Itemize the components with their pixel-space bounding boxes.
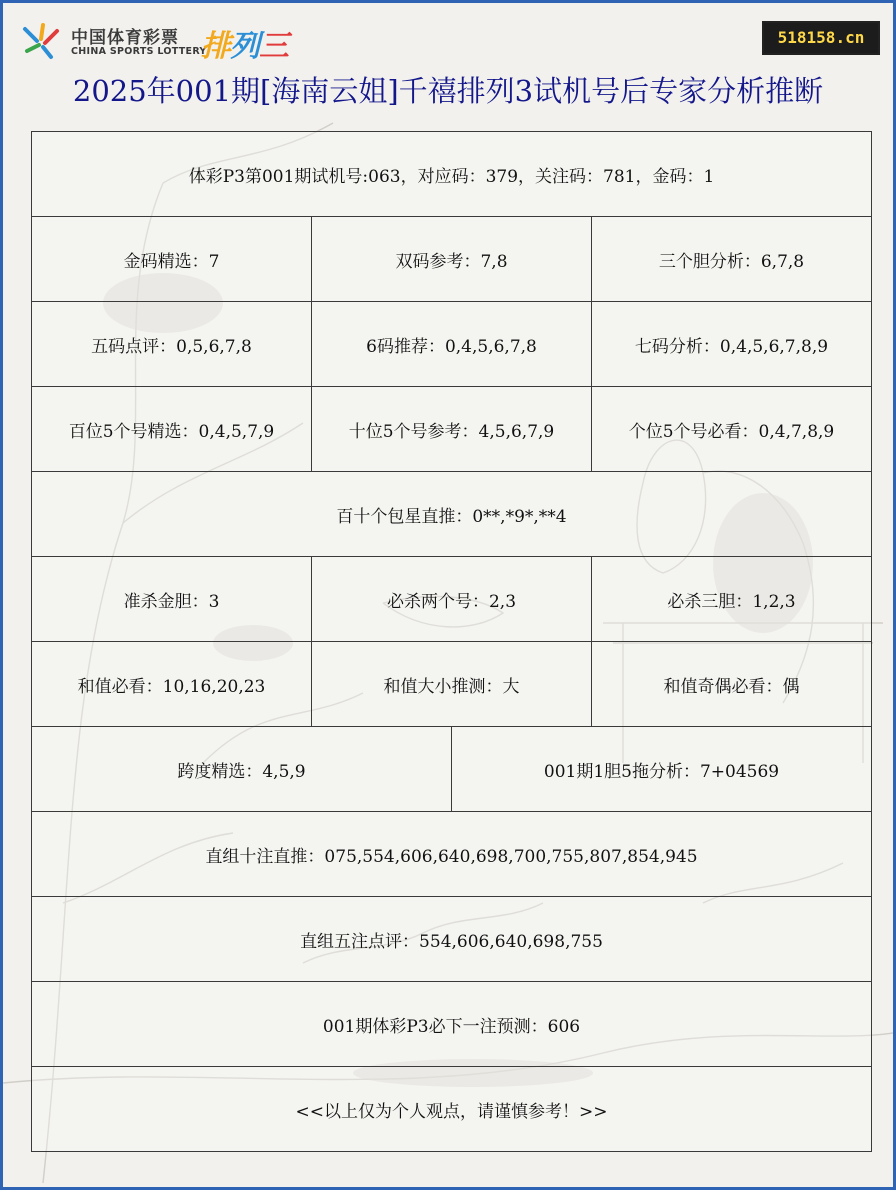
disclaimer: <<以上仅为个人观点，请谨慎参考！>>	[32, 1067, 872, 1152]
table-cell: 6码推荐：0,4,5,6,7,8	[312, 302, 592, 387]
table-cell: 百位5个号精选：0,4,5,7,9	[32, 387, 312, 472]
table-cell: 必杀三胆：1,2,3	[592, 557, 872, 642]
table-row	[32, 727, 872, 812]
table-cell: 001期1胆5拖分析：7+04569	[452, 727, 872, 812]
china-sports-lottery-logo-icon	[21, 21, 61, 61]
table-cell: 七码分析：0,4,5,6,7,8,9	[592, 302, 872, 387]
table-row	[32, 982, 872, 1067]
table-cell: 和值奇偶必看：偶	[592, 642, 872, 727]
table-row	[32, 472, 872, 557]
table-cell: 跨度精选：4,5,9	[32, 727, 452, 812]
table-cell: 准杀金胆：3	[32, 557, 312, 642]
table-row	[32, 897, 872, 982]
table-cell: 直组五注点评：554,606,640,698,755	[32, 897, 872, 982]
table-cell: 三个胆分析：6,7,8	[592, 217, 872, 302]
page-title: 2025年001期[海南云姐]千禧排列3试机号后专家分析推断	[72, 74, 824, 108]
logo-game-char: 排	[201, 29, 230, 64]
table-cell: 必杀两个号：2,3	[312, 557, 592, 642]
table-row	[32, 132, 872, 217]
table-cell: 个位5个号必看：0,4,7,8,9	[592, 387, 872, 472]
table-cell: 十位5个号参考：4,5,6,7,9	[312, 387, 592, 472]
table-cell: 体彩P3第001期试机号:063，对应码：379，关注码：781，金码：1	[32, 132, 872, 217]
logo-game-char: 列	[230, 29, 259, 64]
logo-game-char: 三	[259, 29, 288, 64]
logo-english-text: CHINA SPORTS LOTTERY	[71, 46, 207, 57]
lottery-logo	[21, 21, 341, 63]
table-cell: 百十个包星直推：0**,*9*,**4	[32, 472, 872, 557]
analysis-table	[31, 131, 872, 1152]
logo-chinese-text: 中国体育彩票	[71, 28, 179, 48]
table-row	[32, 1067, 872, 1152]
table-cell: 双码参考：7,8	[312, 217, 592, 302]
table-row	[32, 302, 872, 387]
table-cell: 五码点评：0,5,6,7,8	[32, 302, 312, 387]
table-cell: 直组十注直推：075,554,606,640,698,700,755,807,854,945	[32, 812, 872, 897]
table-row	[32, 812, 872, 897]
table-cell: 和值大小推测：大	[312, 642, 592, 727]
logo-game-name	[201, 21, 288, 65]
table-row	[32, 217, 872, 302]
site-badge[interactable]: 518158.cn	[762, 21, 880, 55]
table-row	[32, 387, 872, 472]
table-cell: 和值必看：10,16,20,23	[32, 642, 312, 727]
table-row	[32, 642, 872, 727]
table-cell: 金码精选：7	[32, 217, 312, 302]
table-cell: 001期体彩P3必下一注预测：606	[32, 982, 872, 1067]
table-row	[32, 557, 872, 642]
